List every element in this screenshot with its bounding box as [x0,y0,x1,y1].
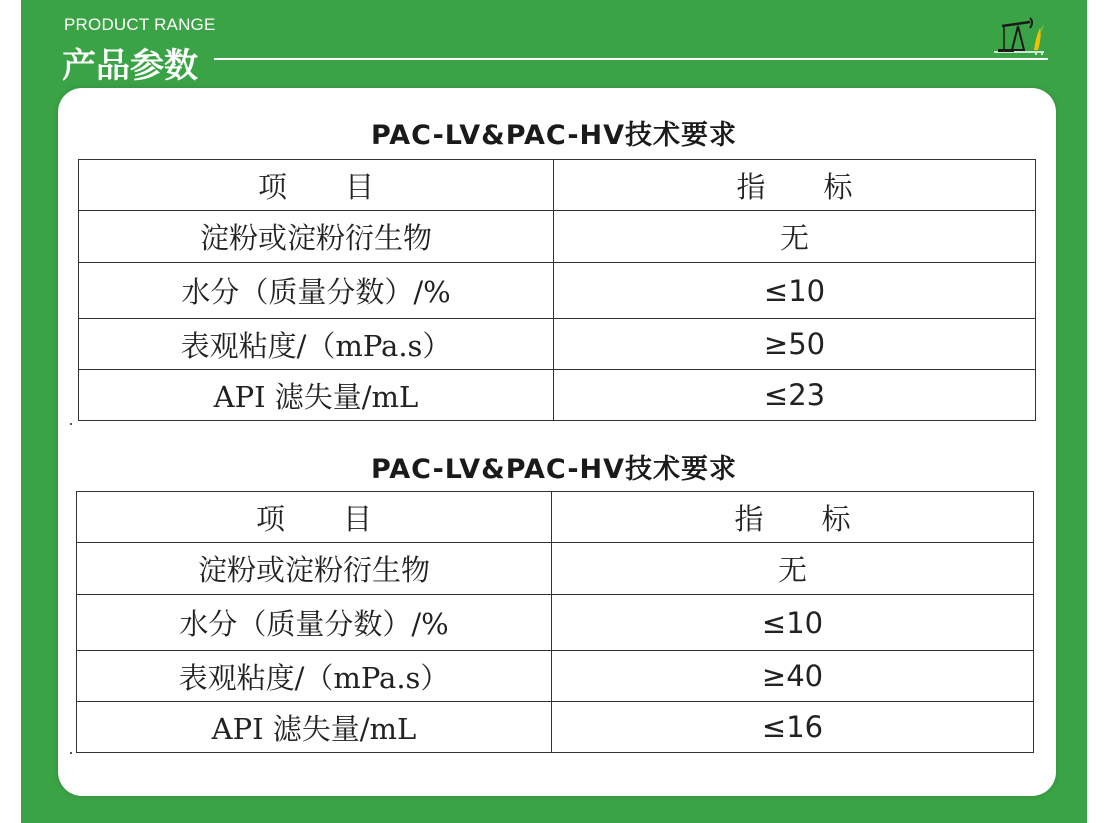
header-title: 产品参数 [62,46,198,86]
table-row [77,543,1034,595]
row-value: 无 [554,211,1036,263]
table-header-row [79,160,1036,211]
header-subtitle: PRODUCT RANGE [64,15,216,34]
stray-dot [70,423,72,425]
table-row [77,702,1034,753]
header-item: 项 目 [77,492,552,543]
spec-table [76,491,1034,753]
row-value: ≤10 [552,595,1034,651]
header-item: 项 目 [79,160,554,211]
table-row [77,595,1034,651]
row-item: 水分（质量分数）/% [77,595,552,651]
row-item: 淀粉或淀粉衍生物 [79,211,554,263]
row-value: ≤10 [554,263,1036,319]
row-item: 表观粘度/（mPa.s） [79,319,554,370]
row-value: ≤16 [552,702,1034,753]
table-row [79,211,1036,263]
header-divider [214,58,1048,60]
row-item: API 滤失量/mL [77,702,552,753]
table-row [77,651,1034,702]
row-value: 无 [552,543,1034,595]
row-value: ≥50 [554,319,1036,370]
header-indicator: 指 标 [552,492,1034,543]
oil-pumpjack-icon [990,12,1046,58]
row-item: 淀粉或淀粉衍生物 [77,543,552,595]
row-item: API 滤失量/mL [79,370,554,421]
header-indicator: 指 标 [554,160,1036,211]
table-row [79,370,1036,421]
table-row [79,319,1036,370]
row-item: 水分（质量分数）/% [79,263,554,319]
spec-table [78,159,1036,421]
row-value: ≥40 [552,651,1034,702]
row-value: ≤23 [554,370,1036,421]
table-row [79,263,1036,319]
table-title: PAC-LV&PAC-HV技术要求 [370,120,738,151]
row-item: 表观粘度/（mPa.s） [77,651,552,702]
table-title: PAC-LV&PAC-HV技术要求 [370,454,738,485]
table-header-row [77,492,1034,543]
stray-dot [70,752,72,754]
